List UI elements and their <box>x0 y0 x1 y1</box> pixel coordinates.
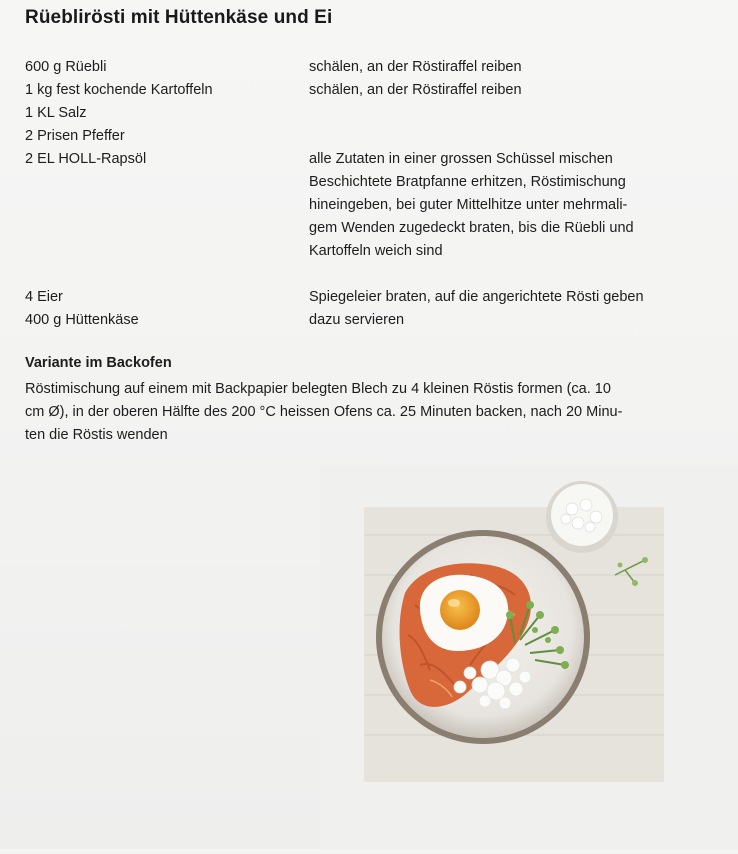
food-photo-icon <box>320 465 738 849</box>
ingredient-item: 2 EL HOLL-Rapsöl <box>25 151 147 167</box>
ingredient-item: 600 g Rüebli <box>25 59 107 75</box>
step-line: Beschichtete Bratpfanne erhitzen, Röstimischung <box>309 174 626 190</box>
step-line: gem Wenden zugedeckt braten, bis die Rüebli und <box>309 220 634 236</box>
variant-line: cm Ø), in der oberen Hälfte des 200 °C heissen Ofens ca. 25 Minuten backen, nach 20 Minu- <box>25 404 623 420</box>
ingredient-item: 400 g Hüttenkäse <box>25 312 139 328</box>
variant-line: Röstimischung auf einem mit Backpapier belegten Blech zu 4 kleinen Röstis formen (ca. 10 <box>25 381 611 397</box>
ingredient-list-1 <box>25 56 213 171</box>
ingredient-item: 1 kg fest kochende Kartoffeln <box>25 82 213 98</box>
ingredient-item: 2 Prisen Pfeffer <box>25 128 125 144</box>
step-line: alle Zutaten in einer grossen Schüssel mischen <box>309 151 613 167</box>
ingredient-list-2 <box>25 286 139 332</box>
step-list-2 <box>309 286 699 332</box>
step-list-1b <box>309 148 699 263</box>
step-list-1a <box>309 56 699 102</box>
ingredient-item: 1 KL Salz <box>25 105 87 121</box>
step-line: schälen, an der Röstiraffel reiben <box>309 82 522 98</box>
step-line: Spiegeleier braten, auf die angerichtete Rösti geben <box>309 289 644 305</box>
step-line: dazu servieren <box>309 312 405 328</box>
step-line: schälen, an der Röstiraffel reiben <box>309 59 522 75</box>
variant-text <box>25 378 622 447</box>
step-line: Kartoffeln weich sind <box>309 243 443 259</box>
ingredient-item: 4 Eier <box>25 289 63 305</box>
variant-line: ten die Röstis wenden <box>25 427 168 443</box>
variant-heading: Variante im Backofen <box>25 355 172 371</box>
step-line: hineingeben, bei guter Mittelhitze unter mehrmali- <box>309 197 628 213</box>
recipe-title: Rüeblirösti mit Hüttenkäse und Ei <box>25 7 333 28</box>
